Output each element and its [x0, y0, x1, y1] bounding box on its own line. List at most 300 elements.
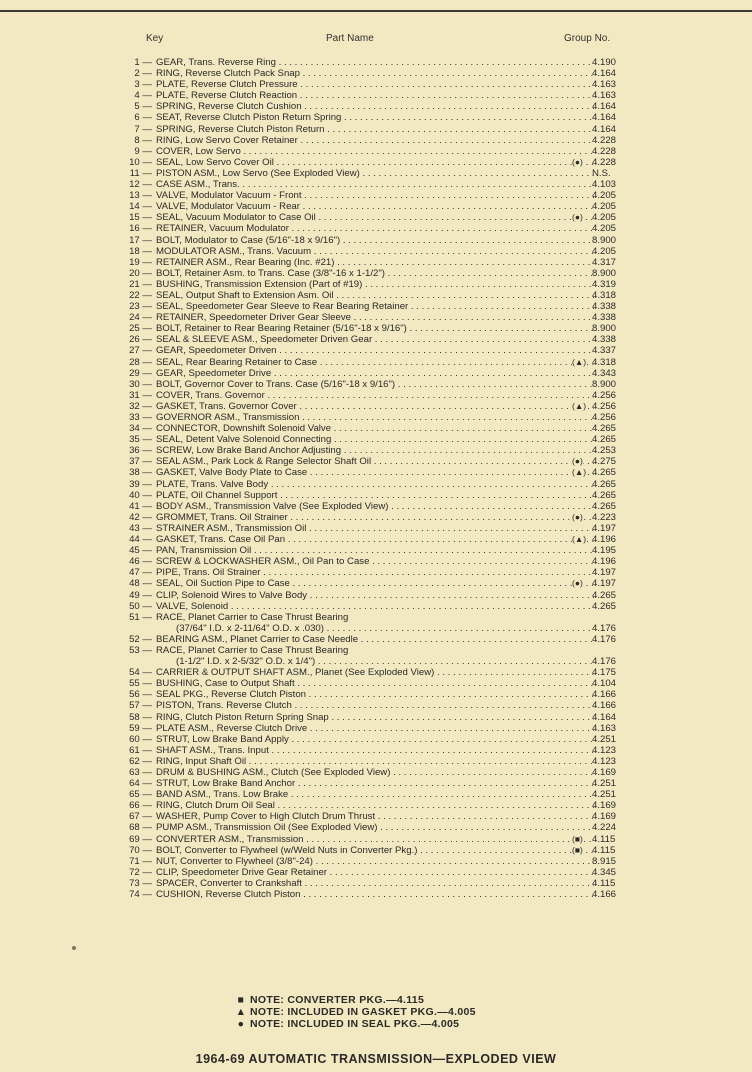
parts-row: [118, 789, 628, 800]
group-number: 4.176: [592, 633, 617, 645]
parts-row: [118, 201, 628, 212]
part-name: BOLT, Retainer to Rear Bearing Retainer (5/16"-18 x 9/16") . . .: [156, 323, 594, 334]
part-name: RING, Clutch Piston Return Spring Snap . . .: [156, 712, 594, 723]
part-key: 15 —: [129, 212, 152, 224]
group-number: 4.224: [592, 822, 617, 834]
group-number: 4.166: [592, 689, 617, 701]
top-rule: [0, 10, 752, 12]
part-name: SPRING, Reverse Clutch Cushion . . .: [156, 101, 594, 112]
group-number: 4.228: [592, 156, 617, 168]
group-number: 4.190: [592, 57, 617, 68]
part-key: 59 —: [129, 722, 152, 734]
group-number: 4.164: [592, 123, 617, 135]
part-key: 63 —: [129, 767, 152, 778]
part-key: 23 —: [129, 301, 152, 313]
group-number: 4.115: [592, 877, 616, 889]
group-number: 4.228: [592, 134, 617, 146]
part-key: 64 —: [129, 778, 152, 790]
group-number: 4.317: [592, 256, 617, 268]
parts-row: [118, 445, 628, 456]
part-note-mark: (▲): [572, 534, 587, 545]
group-number: 4.197: [592, 522, 617, 534]
part-name: SEAL, Low Servo Cover Oil . . .: [156, 157, 594, 168]
part-key: 52 —: [129, 633, 152, 645]
group-number: 8.900: [592, 378, 617, 390]
group-number: 4.163: [592, 722, 617, 734]
part-key: 41 —: [129, 500, 152, 512]
parts-row: [118, 523, 628, 534]
part-name: BUSHING, Case to Output Shaft . . .: [156, 678, 594, 689]
parts-row: [118, 101, 628, 112]
part-name: PAN, Transmission Oil . . .: [156, 545, 594, 556]
part-name: SEAL ASM., Park Lock & Range Selector Shaft Oil . . .: [156, 456, 594, 467]
part-key: 32 —: [129, 400, 152, 412]
parts-row: [118, 357, 628, 368]
group-number: 4.197: [592, 567, 617, 579]
group-number: 4.338: [592, 312, 617, 324]
part-name: GEAR, Speedometer Drive . . .: [156, 368, 594, 379]
part-name: CUSHION, Reverse Clutch Piston . . .: [156, 889, 594, 900]
group-number: 4.176: [592, 656, 617, 668]
part-key: 8 —: [134, 134, 152, 146]
part-key: 49 —: [129, 589, 152, 601]
parts-row: [118, 856, 628, 867]
parts-row: [118, 778, 628, 789]
parts-row: [118, 79, 628, 90]
part-key: 62 —: [129, 755, 152, 767]
group-number: 4.265: [592, 467, 617, 479]
part-note-mark: (▲): [572, 467, 587, 478]
part-name: WASHER, Pump Cover to High Clutch Drum Thrust . . .: [156, 811, 594, 822]
parts-row: [118, 456, 628, 467]
group-number: 4.163: [592, 79, 617, 91]
part-key: 51 —: [129, 611, 152, 623]
part-name: SEAL, Vacuum Modulator to Case Oil . . .: [156, 212, 594, 223]
group-number: 4.164: [592, 711, 617, 723]
group-number: 4.228: [592, 145, 617, 157]
part-key: 56 —: [129, 689, 152, 701]
part-name: GASKET, Trans. Case Oil Pan . . .: [156, 534, 594, 545]
note-text: NOTE: INCLUDED IN GASKET PKG.—4.005: [250, 1006, 476, 1019]
part-key: 58 —: [129, 711, 152, 723]
parts-row: [118, 745, 628, 756]
group-number: 4.196: [592, 534, 617, 546]
part-name: PLATE ASM., Reverse Clutch Drive . . .: [156, 723, 594, 734]
group-number: 8.915: [592, 855, 617, 867]
note-symbol-icon: ■: [237, 994, 245, 1006]
part-key: 72 —: [129, 866, 152, 878]
part-name: SHAFT ASM., Trans. Input . . .: [156, 745, 594, 756]
group-number: 4.195: [592, 545, 617, 557]
group-number: 4.196: [592, 556, 617, 568]
part-name: SEAL & SLEEVE ASM., Speedometer Driven Gear . . .: [156, 334, 594, 345]
part-name: PISTON, Trans. Reverse Clutch . . .: [156, 700, 594, 711]
part-name: GOVERNOR ASM., Transmission . . .: [156, 412, 594, 423]
parts-row: [118, 601, 628, 612]
group-number: 4.253: [592, 445, 617, 457]
note-symbol-icon: ▲: [235, 1006, 247, 1019]
part-key: 19 —: [129, 256, 152, 268]
part-name: GEAR, Trans. Reverse Ring . . .: [156, 57, 594, 68]
group-number: 4.169: [592, 800, 617, 812]
group-number: 4.205: [592, 223, 617, 235]
part-note-mark: (■): [572, 844, 583, 855]
part-key: 57 —: [129, 700, 152, 712]
page-title: 1964-69 AUTOMATIC TRANSMISSION—EXPLODED VIEW: [195, 1052, 557, 1066]
part-key: 69 —: [129, 833, 152, 845]
parts-row: [118, 578, 628, 589]
group-number: 4.265: [592, 478, 617, 490]
part-key: 39 —: [129, 478, 152, 490]
group-number: 4.256: [592, 412, 617, 423]
parts-row: [118, 312, 628, 323]
part-name: (1-1/2" I.D. x 2-5/32" O.D. x 1/4") . . .: [176, 656, 594, 667]
group-number: 4.169: [592, 811, 617, 823]
part-name: PISTON ASM., Low Servo (See Exploded View) . . .: [156, 168, 594, 179]
parts-row: [118, 567, 628, 578]
parts-row: [118, 767, 628, 778]
part-key: 25 —: [129, 323, 152, 335]
part-name: STRUT, Low Brake Band Anchor . . .: [156, 778, 594, 789]
part-note-mark: (●): [572, 578, 583, 589]
part-note-mark: (●): [572, 511, 583, 522]
parts-row: [118, 867, 628, 878]
parts-row: [118, 246, 628, 257]
group-number: 4.223: [592, 511, 617, 523]
part-name: PLATE, Reverse Clutch Pressure . . .: [156, 79, 594, 90]
part-name: BOLT, Modulator to Case (5/16"-18 x 9/16") . . .: [156, 235, 594, 246]
part-name: RETAINER, Speedometer Driver Gear Sleeve . . .: [156, 312, 594, 323]
parts-row: [118, 146, 628, 157]
part-note-mark: (▲): [572, 356, 587, 367]
parts-row: [118, 135, 628, 146]
part-key: 1 —: [134, 57, 152, 68]
note-line: [232, 1006, 476, 1018]
column-header-group-no: Group No.: [564, 33, 611, 44]
group-number: 4.205: [592, 201, 617, 213]
part-name: BUSHING, Transmission Extension (Part of #19) . . .: [156, 279, 594, 290]
part-note-mark: (●): [572, 456, 583, 467]
part-name: BOLT, Retainer Asm. to Trans. Case (3/8"-16 x 1-1/2") . . .: [156, 268, 594, 279]
group-number: 4.318: [592, 289, 617, 301]
parts-row: [118, 423, 628, 434]
part-key: 35 —: [129, 434, 152, 446]
part-key: 47 —: [129, 567, 152, 579]
part-key: 36 —: [129, 445, 152, 457]
parts-row: [118, 467, 628, 478]
column-header-key: Key: [146, 33, 164, 44]
part-key: 6 —: [134, 112, 152, 124]
part-name: GASKET, Trans. Governor Cover . . .: [156, 401, 594, 412]
group-number: 4.265: [592, 589, 617, 601]
parts-row: [118, 279, 628, 290]
note-text: NOTE: INCLUDED IN SEAL PKG.—4.005: [250, 1018, 460, 1031]
group-number: 4.337: [592, 345, 617, 357]
parts-row: [118, 645, 628, 656]
group-number: 4.275: [592, 456, 617, 468]
group-number: 4.197: [592, 578, 617, 590]
part-key: 61 —: [129, 744, 152, 756]
part-name: GASKET, Valve Body Plate to Case . . .: [156, 467, 594, 478]
part-key: 48 —: [129, 578, 152, 590]
part-key: 60 —: [129, 733, 152, 745]
part-key: 21 —: [129, 278, 152, 290]
part-key: 66 —: [129, 800, 152, 812]
parts-row: [118, 268, 628, 279]
group-number: 4.319: [592, 278, 617, 290]
parts-row: [118, 845, 628, 856]
parts-row: [118, 723, 628, 734]
group-number: 4.256: [592, 389, 617, 401]
margin-dot: [72, 946, 76, 950]
part-key: 28 —: [129, 356, 152, 368]
part-key: 50 —: [129, 600, 152, 612]
group-number: 8.900: [592, 267, 617, 279]
note-symbol-icon: ●: [237, 1018, 245, 1031]
parts-row: [118, 689, 628, 700]
parts-row: [118, 800, 628, 811]
part-name: SEAL, Output Shaft to Extension Asm. Oil . . .: [156, 290, 594, 301]
group-number: 8.900: [592, 323, 617, 335]
part-key: 10 —: [129, 156, 152, 168]
part-key: 13 —: [129, 190, 152, 202]
part-key: 42 —: [129, 511, 152, 523]
parts-row: [118, 712, 628, 723]
group-number: 4.265: [592, 434, 617, 446]
part-key: 11 —: [129, 167, 152, 179]
part-key: 53 —: [129, 644, 152, 656]
part-key: 45 —: [129, 545, 152, 557]
parts-row: [118, 124, 628, 135]
parts-row: [118, 235, 628, 246]
part-name: MODULATOR ASM., Trans. Vacuum . . .: [156, 246, 594, 257]
part-name: (37/64" I.D. x 2-11/64" O.D. x .030) . . .: [176, 623, 594, 634]
part-name: RACE, Planet Carrier to Case Thrust Bearing: [156, 644, 349, 656]
part-key: 44 —: [129, 534, 152, 546]
part-key: 34 —: [129, 423, 152, 435]
parts-row: [118, 368, 628, 379]
group-number: 4.166: [592, 889, 617, 901]
part-note-mark: (●): [572, 212, 583, 223]
parts-row: [118, 345, 628, 356]
group-number: 4.265: [592, 600, 617, 612]
group-number: 4.345: [592, 866, 617, 878]
part-name: RING, Clutch Drum Oil Seal . . .: [156, 800, 594, 811]
part-name: CLIP, Speedometer Drive Gear Retainer . . .: [156, 867, 594, 878]
parts-row: [118, 434, 628, 445]
part-name: CASE ASM., Trans. . . .: [156, 179, 594, 190]
part-key: 24 —: [129, 312, 152, 324]
part-key: 67 —: [129, 811, 152, 823]
part-name: GROMMET, Trans. Oil Strainer . . .: [156, 512, 594, 523]
group-number: 4.123: [592, 744, 617, 756]
parts-row: [118, 678, 628, 689]
part-name: BOLT, Converter to Flywheel (w/Weld Nuts in Converter Pkg.) . . .: [156, 845, 594, 856]
parts-row: [118, 223, 628, 234]
parts-row: [118, 501, 628, 512]
parts-row: [118, 334, 628, 345]
parts-row: [118, 112, 628, 123]
part-key: 3 —: [134, 79, 152, 91]
part-name: CARRIER & OUTPUT SHAFT ASM., Planet (See Exploded View) . . .: [156, 667, 594, 678]
part-name: COVER, Low Servo . . .: [156, 146, 594, 157]
part-key: 31 —: [129, 389, 152, 401]
parts-row: [118, 190, 628, 201]
part-name: NUT, Converter to Flywheel (3/8"-24) . . .: [156, 856, 594, 867]
part-key: 33 —: [129, 412, 152, 423]
parts-row: [118, 556, 628, 567]
group-number: 4.123: [592, 755, 617, 767]
part-name: CLIP, Solenoid Wires to Valve Body . . .: [156, 590, 594, 601]
parts-row: [118, 390, 628, 401]
part-name: RETAINER ASM., Rear Bearing (Inc. #21) . . .: [156, 257, 594, 268]
part-key: 27 —: [129, 345, 152, 357]
group-number: 4.205: [592, 212, 617, 224]
group-number: 4.115: [592, 844, 616, 856]
group-number: 4.205: [592, 245, 617, 257]
group-number: 4.265: [592, 500, 617, 512]
part-name: BAND ASM., Trans. Low Brake . . .: [156, 789, 594, 800]
parts-list: [118, 57, 628, 900]
group-number: 4.256: [592, 400, 617, 412]
part-note-mark: (▲): [572, 400, 587, 411]
group-number: 4.251: [592, 789, 617, 801]
parts-row: [118, 534, 628, 545]
part-key: 68 —: [129, 822, 152, 834]
part-name: SEAL, Oil Suction Pipe to Case . . .: [156, 578, 594, 589]
part-name: RING, Reverse Clutch Pack Snap . . .: [156, 68, 594, 79]
column-header-part-name: Part Name: [326, 33, 374, 44]
group-number: 4.251: [592, 733, 617, 745]
parts-row: [118, 512, 628, 523]
parts-row: [118, 590, 628, 601]
parts-row: [118, 811, 628, 822]
parts-row: [118, 490, 628, 501]
parts-row: [118, 700, 628, 711]
parts-row: [118, 168, 628, 179]
part-key: 65 —: [129, 789, 152, 801]
group-number: 4.176: [592, 622, 617, 634]
part-key: 5 —: [134, 101, 152, 113]
parts-row: [118, 57, 628, 68]
part-key: 22 —: [129, 289, 152, 301]
parts-row: [118, 545, 628, 556]
parts-row: [118, 834, 628, 845]
part-key: 54 —: [129, 667, 152, 679]
part-name: STRUT, Low Brake Band Apply . . .: [156, 734, 594, 745]
part-name: SCREW & LOCKWASHER ASM., Oil Pan to Case . . .: [156, 556, 594, 567]
parts-row: [118, 889, 628, 900]
part-name: SPRING, Reverse Clutch Piston Return . . .: [156, 124, 594, 135]
part-name: PUMP ASM., Transmission Oil (See Exploded View) . . .: [156, 822, 594, 833]
group-number: 4.164: [592, 68, 617, 80]
part-name: RING, Input Shaft Oil . . .: [156, 756, 594, 767]
group-number: N.S.: [592, 167, 611, 179]
part-key: 30 —: [129, 378, 152, 390]
note-line: [232, 994, 476, 1006]
parts-row: [118, 756, 628, 767]
part-key: 70 —: [129, 844, 152, 856]
group-number: 4.166: [592, 700, 617, 712]
notes-legend: [232, 994, 476, 1031]
part-name: PLATE, Reverse Clutch Reaction . . .: [156, 90, 594, 101]
part-key: 18 —: [129, 245, 152, 257]
group-number: 4.169: [592, 767, 617, 778]
part-name: CONNECTOR, Downshift Solenoid Valve . . .: [156, 423, 594, 434]
group-number: 4.115: [592, 833, 616, 845]
parts-row: [118, 401, 628, 412]
part-name: DRUM & BUSHING ASM., Clutch (See Exploded View) . . .: [156, 767, 594, 778]
part-key: 4 —: [134, 90, 152, 102]
group-number: 4.251: [592, 778, 617, 790]
parts-row: [118, 412, 628, 423]
group-number: 4.265: [592, 489, 617, 501]
part-name: SEAL, Detent Valve Solenoid Connecting . . .: [156, 434, 594, 445]
part-name: VALVE, Modulator Vacuum - Front . . .: [156, 190, 594, 201]
part-note-mark: (■): [572, 833, 583, 844]
part-name: STRAINER ASM., Transmission Oil . . .: [156, 523, 594, 534]
part-key: 43 —: [129, 522, 152, 534]
part-key: 40 —: [129, 489, 152, 501]
note-line: [232, 1018, 476, 1030]
part-key: 37 —: [129, 456, 152, 468]
part-key: 7 —: [134, 123, 152, 135]
part-name: SEAT, Reverse Clutch Piston Return Spring . . .: [156, 112, 594, 123]
parts-row: [118, 179, 628, 190]
parts-row: [118, 323, 628, 334]
part-key: 29 —: [129, 367, 152, 379]
part-name: RING, Low Servo Cover Retainer . . .: [156, 135, 594, 146]
part-note-mark: (●): [572, 156, 583, 167]
part-name: PIPE, Trans. Oil Strainer . . .: [156, 567, 594, 578]
group-number: 4.318: [592, 356, 617, 368]
part-name: SEAL, Rear Bearing Retainer to Case . . .: [156, 357, 594, 368]
group-number: 4.343: [592, 367, 617, 379]
part-name: RACE, Planet Carrier to Case Thrust Bearing: [156, 611, 349, 623]
part-name: CONVERTER ASM., Transmission . . .: [156, 834, 594, 845]
part-key: 2 —: [134, 68, 152, 80]
part-key: 12 —: [129, 179, 152, 191]
part-name: BEARING ASM., Planet Carrier to Case Needle . . .: [156, 634, 594, 645]
part-name: PLATE, Trans. Valve Body . . .: [156, 479, 594, 490]
group-number: 4.338: [592, 301, 617, 313]
part-name: COVER, Trans. Governor . . .: [156, 390, 594, 401]
part-name: VALVE, Modulator Vacuum - Rear . . .: [156, 201, 594, 212]
group-number: 4.104: [592, 678, 617, 690]
parts-row: [118, 290, 628, 301]
parts-row: [118, 612, 628, 623]
part-key: 17 —: [129, 234, 152, 246]
part-key: 46 —: [129, 556, 152, 568]
parts-row: [118, 822, 628, 833]
parts-row: [118, 379, 628, 390]
part-key: 38 —: [129, 467, 152, 479]
part-key: 71 —: [129, 855, 152, 867]
part-key: 26 —: [129, 334, 152, 346]
part-name: BODY ASM., Transmission Valve (See Exploded View) . . .: [156, 501, 594, 512]
part-name: GEAR, Speedometer Driven . . .: [156, 345, 594, 356]
part-name: PLATE, Oil Channel Support . . .: [156, 490, 594, 501]
note-text: NOTE: CONVERTER PKG.—4.115: [250, 994, 425, 1006]
parts-row: [118, 257, 628, 268]
group-number: 4.265: [592, 423, 617, 435]
group-number: 4.164: [592, 112, 617, 124]
parts-row: [118, 157, 628, 168]
part-key: 20 —: [129, 267, 152, 279]
group-number: 4.205: [592, 190, 617, 202]
group-number: 4.103: [592, 179, 617, 191]
part-name: VALVE, Solenoid . . .: [156, 601, 594, 612]
